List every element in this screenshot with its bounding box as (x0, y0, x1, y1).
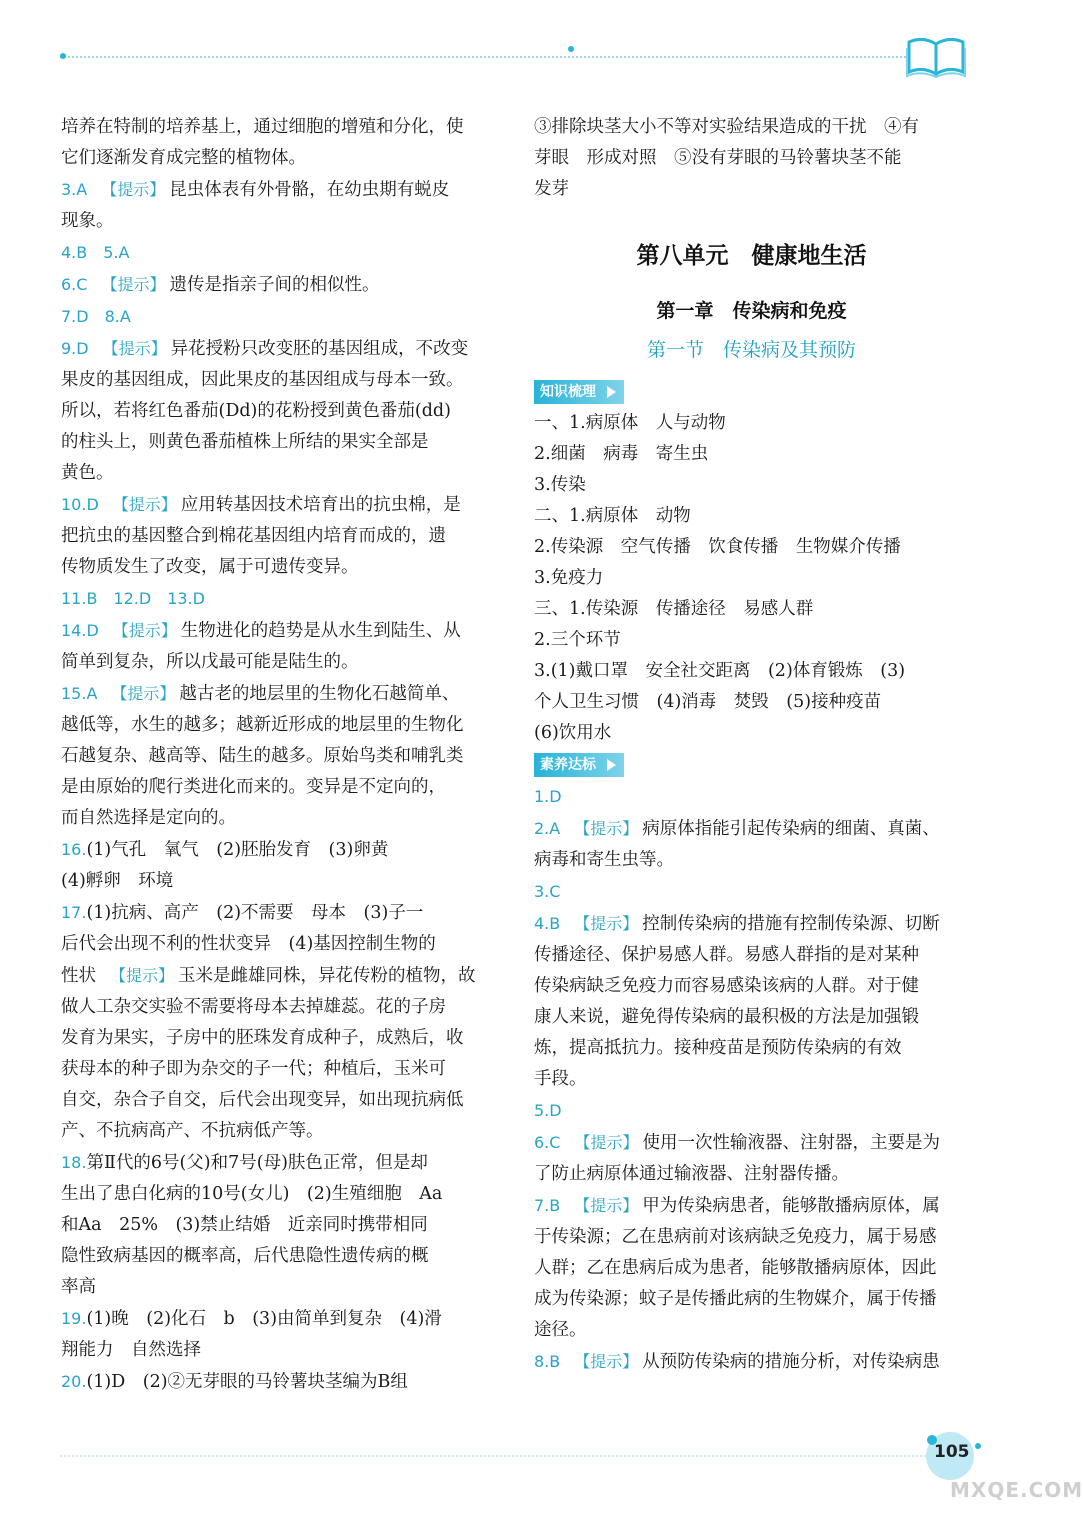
section-title: 第一节 传染病及其预防 (646, 339, 856, 361)
answer-line (534, 1346, 969, 1378)
answer-line (534, 1222, 969, 1253)
answer-text: 病毒和寄生虫等。 (534, 850, 674, 870)
answer-text: 2.传染源 空气传播 饮食传播 生物媒介传播 (534, 537, 901, 557)
answer-text: 2.三个环节 (534, 630, 621, 650)
answer-text: 3.(1)戴口罩 安全社交距离 (2)体育锻炼 (3) (534, 661, 906, 681)
answer-line (534, 594, 969, 625)
hint-label: 【提示】 (111, 684, 176, 703)
answer-line (534, 876, 969, 908)
answer-line (61, 834, 496, 866)
answer-line (534, 1159, 969, 1190)
question-number: 3.A (61, 180, 88, 199)
answer-text: 异花授粉只改变胚的基因组成，不改变 (170, 339, 469, 359)
hint-label: 【提示】 (574, 819, 639, 838)
answer-text: 简单到复杂，所以戊最可能是陆生的。 (61, 652, 359, 672)
question-number: 19. (61, 1309, 87, 1328)
question-number: 7.D 8.A (61, 307, 131, 326)
hint-label: 【提示】 (574, 1196, 639, 1215)
answer-line (534, 940, 969, 971)
answer-line (534, 718, 969, 749)
answer-line (534, 1095, 969, 1127)
answer-text: 从预防传染病的措施分析，对传染病患 (642, 1352, 940, 1372)
question-number: 8.B (534, 1352, 561, 1371)
question-number: 14.D (61, 621, 99, 640)
answer-line (534, 563, 969, 594)
answer-text: 果皮的基因组成，因此果皮的基因组成与母本一致。 (61, 370, 464, 390)
question-number: 15.A (61, 684, 98, 703)
answer-text: 和Aa 25% (3)禁止结婚 近亲同时携带相同 (61, 1215, 428, 1235)
answer-text: 生物进化的趋势是从水生到陆生、从 (180, 621, 461, 641)
answer-line (61, 647, 496, 678)
answer-text: (4)孵卵 环境 (61, 871, 174, 891)
answer-text: 把抗虫的基因整合到棉花基因组内培育而成的，遗 (61, 526, 446, 546)
question-number: 18. (61, 1153, 87, 1172)
answer-text: 2.细菌 病毒 寄生虫 (534, 444, 709, 464)
hint-label: 【提示】 (112, 495, 177, 514)
answer-line (61, 803, 496, 834)
answer-text: 甲为传染病患者，能够散播病原体，属 (642, 1196, 940, 1216)
answer-line (61, 174, 496, 206)
answer-text: 康人来说，避免得传染病的最积极的方法是加强锻 (534, 1007, 919, 1027)
answer-line (534, 1284, 969, 1315)
answer-text: 个人卫生习惯 (4)消毒 焚毁 (5)接种疫苗 (534, 692, 882, 712)
answer-text: 3.免疫力 (534, 568, 604, 588)
hint-label: 【提示】 (102, 339, 167, 358)
answer-line (61, 333, 496, 365)
answer-line (61, 1303, 496, 1335)
answer-text: 一、1.病原体 人与动物 (534, 413, 726, 433)
question-number: 11.B 12.D 13.D (61, 589, 205, 608)
answer-text: ③排除块茎大小不等对实验结果造成的干扰 ④有 (534, 117, 919, 137)
practice-list (534, 781, 969, 1378)
question-number: 1.D (534, 787, 562, 806)
knowledge-list (534, 408, 969, 749)
question-number: 9.D (61, 339, 89, 358)
answer-text: 三、1.传染源 传播途径 易感人群 (534, 599, 814, 619)
answer-line (61, 112, 496, 143)
answer-text: (1)抗病、高产 (2)不需要 母本 (3)子一 (86, 903, 424, 923)
answer-line (61, 143, 496, 174)
answer-line (61, 929, 496, 960)
question-number: 10.D (61, 495, 99, 514)
practice-tag (534, 753, 624, 777)
answer-text: 途径。 (534, 1320, 587, 1340)
answer-text: 发育为果实，子房中的胚珠发育成种子，成熟后，收 (61, 1028, 464, 1048)
answer-text: (1)气孔 氧气 (2)胚胎发育 (3)卵黄 (86, 840, 389, 860)
answer-line (534, 1064, 969, 1095)
knowledge-review-tag (534, 380, 624, 404)
header-dotted-line (60, 56, 910, 58)
answer-line (61, 458, 496, 489)
answer-text: 翔能力 自然选择 (61, 1340, 201, 1360)
answer-line (534, 439, 969, 470)
question-number: 6.C (534, 1133, 561, 1152)
answer-line (61, 206, 496, 237)
answer-text: 所以，若将红色番茄(Dd)的花粉授到黄色番茄(dd) (61, 401, 451, 421)
answer-text: 传播途径、保护易感人群。易感人群指的是对某种 (534, 945, 919, 965)
answer-text: 了防止病原体通过输液器、注射器传播。 (534, 1164, 849, 1184)
watermark: MXQE.COM (950, 1478, 1083, 1502)
answer-line (61, 1335, 496, 1366)
question-number: 4.B (534, 914, 561, 933)
answer-text: 越低等，水生的越多；越新近形成的地层里的生物化 (61, 715, 464, 735)
answer-text: 发芽 (534, 179, 569, 199)
hint-label: 【提示】 (101, 275, 166, 294)
play-arrow-icon (607, 386, 616, 398)
answer-text: 玉米是雌雄同株，异花传粉的植物，故 (178, 966, 476, 986)
answer-text: 应用转基因技术培育出的抗虫棉，是 (180, 495, 461, 515)
answer-text: 3.传染 (534, 475, 586, 495)
question-number: 20. (61, 1372, 87, 1391)
answer-text: 而自然选择是定向的。 (61, 808, 236, 828)
answer-text: 石越复杂、越高等、陆生的越多。原始鸟类和哺乳类 (61, 746, 464, 766)
answer-line (61, 1179, 496, 1210)
question-number: 7.B (534, 1196, 561, 1215)
answer-text: 隐性致病基因的概率高，后代患隐性遗传病的概 (61, 1246, 429, 1266)
answer-text: 做人工杂交实验不需要将母本去掉雄蕊。花的子房 (61, 997, 446, 1017)
answer-text: 率高 (61, 1277, 96, 1297)
answer-text: 培养在特制的培养基上，通过细胞的增殖和分化，使 (61, 117, 464, 137)
question-number: 3.C (534, 882, 561, 901)
answer-line (534, 625, 969, 656)
answer-text: 传染病缺乏免疫力而容易感染该病的人群。对于健 (534, 976, 919, 996)
answer-text: 的柱头上，则黄色番茄植株上所结的果实全部是 (61, 432, 429, 452)
answer-line (61, 741, 496, 772)
answer-text: 它们逐渐发育成完整的植物体。 (61, 148, 306, 168)
question-number: 4.B 5.A (61, 243, 130, 262)
answer-text: 炼，提高抵抗力。接种疫苗是预防传染病的有效 (534, 1038, 902, 1058)
answer-line (61, 552, 496, 583)
answer-text: 传物质发生了改变，属于可遗传变异。 (61, 557, 359, 577)
answer-line (61, 301, 496, 333)
answer-line (61, 583, 496, 615)
answer-line (534, 1002, 969, 1033)
footer-dotted-line (60, 1455, 930, 1457)
chapter-title: 第一章 传染病和免疫 (656, 300, 847, 322)
answer-line (61, 1241, 496, 1272)
answer-line (61, 897, 496, 929)
right-answer-column (534, 112, 969, 1378)
answer-text: 后代会出现不利的性状变异 (4)基因控制生物的 (61, 934, 436, 954)
hint-label: 【提示】 (574, 914, 639, 933)
answer-line (534, 112, 969, 143)
hint-label: 【提示】 (110, 966, 175, 985)
answer-line (61, 237, 496, 269)
answer-line (61, 678, 496, 710)
answer-line (61, 1366, 496, 1398)
answer-line (534, 470, 969, 501)
tag-label: 素养达标 (540, 757, 596, 773)
answer-line (534, 1315, 969, 1346)
answer-line (61, 427, 496, 458)
answer-line (534, 908, 969, 940)
answer-line (534, 687, 969, 718)
answer-text: 人群；乙在患病后成为患者，能够散播病原体，因此 (534, 1258, 937, 1278)
answer-text: 第Ⅱ代的6号(父)和7号(母)肤色正常，但是却 (86, 1153, 428, 1173)
answer-line (534, 1253, 969, 1284)
answer-text: 是由原始的爬行类进化而来的。变异是不定向的， (61, 777, 446, 797)
answer-text: 生出了患白化病的10号(女儿) (2)生殖细胞 Aa (61, 1184, 443, 1204)
answer-text: 控制传染病的措施有控制传染源、切断 (642, 914, 940, 934)
answer-text: (1)D (2)②无芽眼的马铃薯块茎编为B组 (86, 1372, 408, 1392)
page-number: 105 (934, 1442, 970, 1462)
answer-text: 昆虫体表有外骨骼，在幼虫期有蜕皮 (169, 180, 450, 200)
play-arrow-icon (607, 759, 616, 771)
left-answer-column (61, 112, 496, 1398)
answer-text: 性状 (61, 966, 96, 986)
answer-text: 手段。 (534, 1069, 587, 1089)
question-number: 5.D (534, 1101, 562, 1120)
answer-line (534, 143, 969, 174)
answer-text: 病原体指能引起传染病的细菌、真菌、 (642, 819, 940, 839)
answer-text: 遗传是指亲子间的相似性。 (169, 275, 380, 295)
answer-line (534, 1033, 969, 1064)
answer-line (61, 992, 496, 1023)
answer-line (534, 656, 969, 687)
answer-text: 黄色。 (61, 463, 114, 483)
answer-text: 产、不抗病高产、不抗病低产等。 (61, 1121, 324, 1141)
answer-text: 成为传染源；蚊子是传播此病的生物媒介，属于传播 (534, 1289, 937, 1309)
answer-line (61, 1272, 496, 1303)
answer-line (534, 845, 969, 876)
answer-line (61, 1210, 496, 1241)
question-number: 6.C (61, 275, 88, 294)
tag-label: 知识梳理 (540, 384, 596, 400)
answer-line (61, 269, 496, 301)
answer-line (534, 781, 969, 813)
answer-text: 获母本的种子即为杂交的子一代；种植后，玉米可 (61, 1059, 446, 1079)
answer-line (534, 532, 969, 563)
answer-line (534, 1190, 969, 1222)
answer-line (61, 960, 496, 992)
question-number: 16. (61, 840, 87, 859)
answer-line (61, 615, 496, 647)
hint-label: 【提示】 (112, 621, 177, 640)
answer-line (534, 813, 969, 845)
answer-text: (1)晚 (2)化石 b (3)由简单到复杂 (4)滑 (86, 1309, 442, 1329)
header-dot (60, 53, 66, 59)
unit-title: 第八单元 健康地生活 (636, 243, 867, 269)
open-book-icon (905, 34, 967, 78)
answer-line (61, 772, 496, 803)
answer-line (61, 1116, 496, 1147)
question-number: 17. (61, 903, 87, 922)
answer-line (61, 1085, 496, 1116)
answer-line (61, 489, 496, 521)
answer-line (534, 408, 969, 439)
answer-text: 使用一次性输液器、注射器，主要是为 (642, 1133, 940, 1153)
answer-line (61, 1147, 496, 1179)
answer-line (61, 1023, 496, 1054)
answer-text: 越古老的地层里的生物化石越简单、 (179, 684, 460, 704)
continued-answers (534, 112, 969, 205)
hint-label: 【提示】 (574, 1352, 639, 1371)
answer-line (61, 1054, 496, 1085)
answer-line (61, 521, 496, 552)
answer-text: 二、1.病原体 动物 (534, 506, 691, 526)
answer-line (534, 501, 969, 532)
hint-label: 【提示】 (101, 180, 166, 199)
answer-text: (6)饮用水 (534, 723, 612, 743)
answer-line (61, 866, 496, 897)
answer-text: 现象。 (61, 211, 114, 231)
answer-line (61, 396, 496, 427)
answer-line (61, 365, 496, 396)
hint-label: 【提示】 (574, 1133, 639, 1152)
answer-text: 于传染源；乙在患病前对该病缺乏免疫力，属于易感 (534, 1227, 937, 1247)
answer-text: 自交，杂合子自交，后代会出现变异，如出现抗病低 (61, 1090, 464, 1110)
answer-text: 芽眼 形成对照 ⑤没有芽眼的马铃薯块茎不能 (534, 148, 902, 168)
answer-line (534, 1127, 969, 1159)
answer-line (534, 174, 969, 205)
answer-line (534, 971, 969, 1002)
answer-line (61, 710, 496, 741)
header-dot (568, 46, 574, 52)
question-number: 2.A (534, 819, 561, 838)
